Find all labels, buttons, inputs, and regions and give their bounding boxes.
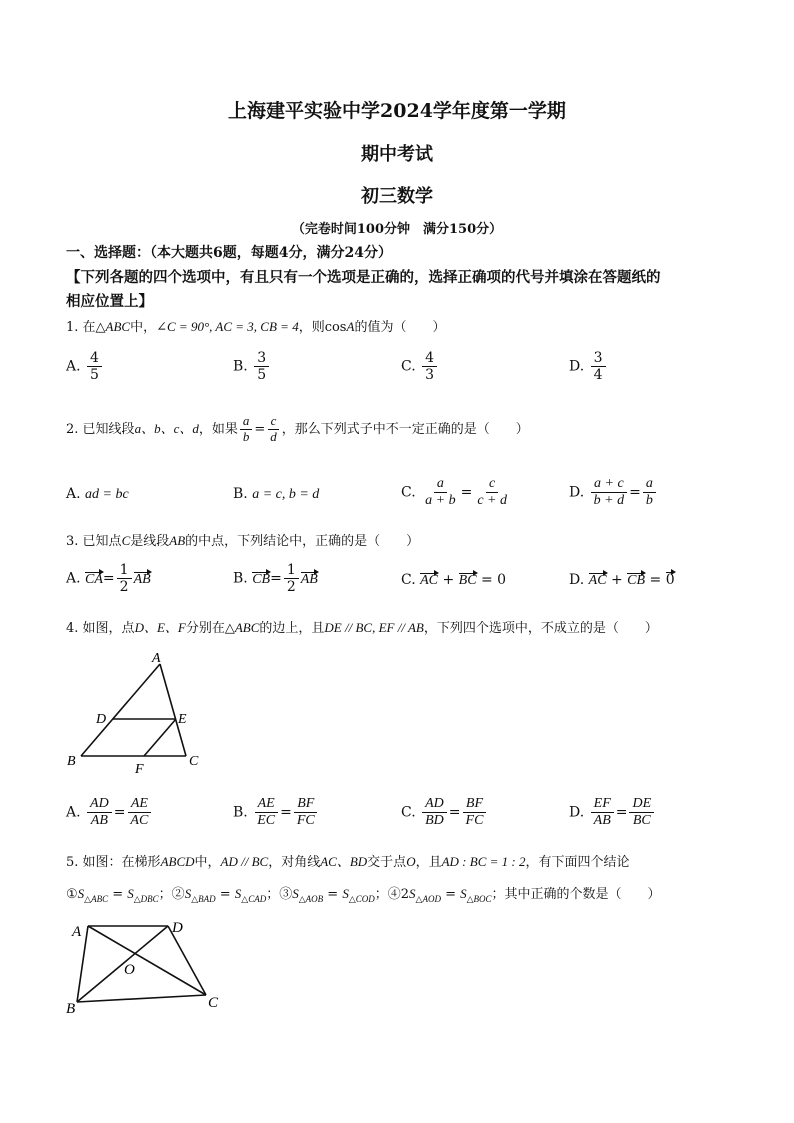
question-4: 4. 如图，点D、E、F分别在△ABC的边上，且DE // BC, EF // AB，下列四个选项中，不成立的是（ ）	[66, 620, 658, 636]
q3-option-d: D. AC + CB = 0	[569, 572, 675, 588]
q1-option-d: D. $\frac{3}{4}$	[569, 350, 608, 383]
label-o: O	[124, 962, 135, 978]
time-info: （完卷时间100分钟 满分150分）	[291, 222, 503, 237]
label-f: F	[135, 762, 144, 777]
q4-option-d: D. $\frac{EF}{AB}$ = $\frac{DE}{BC}$	[569, 796, 656, 829]
line-ab	[81, 664, 160, 756]
line-bc	[77, 995, 206, 1002]
question-5-conclusions: $①S_{\triangle ABC} = S_{\triangle DBC}$；$②S_{\triangle BAD} = S_{\triangle CAD}$；$③S_{\triangle AOB} = S_{\triangle COD}$；$④2S_{\triangle AOD} = S_{\triangle BOC}$；其中正确的个数是（ ）	[66, 886, 661, 905]
q2-option-b: B. a = c, b = d	[233, 486, 320, 502]
q4-option-b: B. $\frac{AE}{EC}$ = $\frac{BF}{FC}$	[233, 796, 320, 829]
q2-option-c: C. $\frac{a}{a + b}$ = $\frac{c}{c + d}$	[401, 476, 507, 509]
label-c: C	[189, 754, 199, 769]
instruction-line2: 相应位置上】	[66, 293, 153, 310]
label-d: D	[96, 712, 107, 727]
section-heading: 一、选择题：（本大题共6题，每题4分，满分24分）	[66, 245, 392, 261]
q4-option-a: A. $\frac{AD}{AB}$ = $\frac{AE}{AC}$	[66, 796, 153, 829]
question-5: 5. 如图：在梯形ABCD中，AD // BC，对角线AC、BD交于点O，且AD : BC = 1 : 2，有下面四个结论	[66, 854, 630, 870]
label-b: B	[66, 1001, 76, 1017]
subject-title: 初三数学	[361, 186, 433, 207]
q3-option-c: C. AC + BC = 0	[401, 572, 507, 588]
q4-option-c: C. $\frac{AD}{BD}$ = $\frac{BF}{FC}$	[401, 796, 488, 829]
label-a: A	[72, 924, 82, 940]
q3-option-a: A. CA= $\frac{1}{2}$ AB	[66, 562, 151, 596]
instruction-line1: 【下列各题的四个选项中，有且只有一个选项是正确的，选择正确项的代号并填涂在答题纸的	[66, 269, 661, 286]
line-ac	[160, 664, 186, 756]
question-2: 2. 已知线段a、b、c、d，如果 $\frac{a}{b}$ = $\frac{c}{d}$ ，那么下列式子中不一定正确的是（ ）	[66, 413, 529, 444]
exam-name: 期中考试	[361, 144, 433, 165]
q1-option-c: C. $\frac{4}{3}$	[401, 350, 439, 383]
q1-option-a: A. $\frac{4}{5}$	[66, 350, 104, 383]
label-d: D	[172, 920, 183, 936]
question-3: 3. 已知点C是线段AB的中点，下列结论中，正确的是（ ）	[66, 533, 420, 549]
school-title: 上海建平实验中学2024学年度第一学期	[228, 100, 566, 122]
q2-option-a: A. ad = bc	[66, 486, 129, 502]
line-ac	[88, 926, 206, 995]
question-1: 1. 在△ABC中，∠C = 90°, AC = 3, CB = 4，则cosA的值为（ ）	[66, 319, 446, 335]
label-e: E	[178, 712, 187, 727]
label-b: B	[67, 754, 76, 769]
q2-option-d: D. $\frac{a + c}{b + d}$ = $\frac{a}{b}$	[569, 476, 658, 509]
q1-option-b: B. $\frac{3}{5}$	[233, 350, 271, 383]
label-c: C	[208, 995, 219, 1011]
q3-option-b: B. CB= $\frac{1}{2}$ AB	[233, 562, 318, 596]
q4-triangle-figure	[62, 646, 212, 778]
label-a: A	[152, 651, 161, 666]
q5-trapezoid-figure	[60, 912, 230, 1020]
line-ef	[144, 719, 176, 756]
